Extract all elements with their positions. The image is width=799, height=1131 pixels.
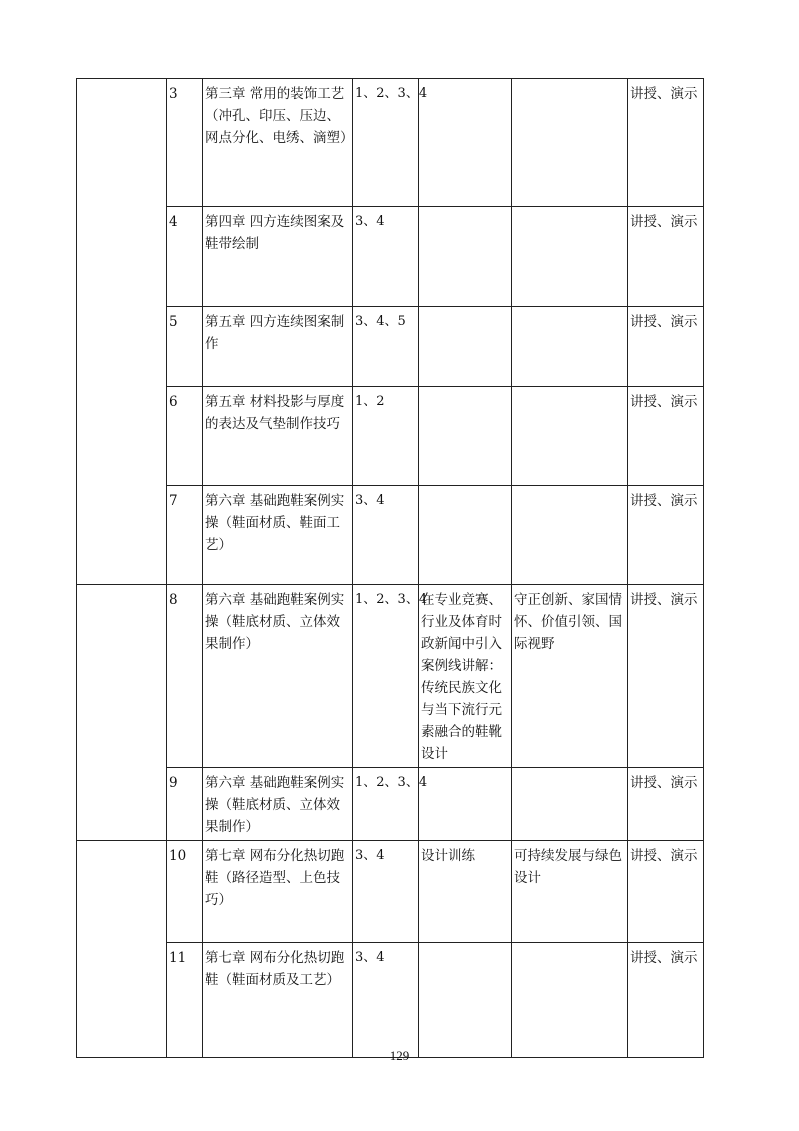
- goal-cell: 1、2、3、4: [353, 79, 419, 207]
- section-cell: [77, 79, 167, 585]
- row-number: 5: [167, 307, 203, 387]
- topic-cell: 第七章 网布分化热切跑鞋（路径造型、上色技巧）: [203, 841, 353, 943]
- row-number: 4: [167, 207, 203, 307]
- ideology-cell: [419, 79, 512, 207]
- goal-cell: 3、4: [353, 207, 419, 307]
- ideology-cell: 在专业竞赛、行业及体育时政新闻中引入案例线讲解：传统民族文化与当下流行元素融合的鞋靴设计: [419, 585, 512, 768]
- goal-cell: 3、4、5: [353, 307, 419, 387]
- row-number: 8: [167, 585, 203, 768]
- goal-cell: 3、4: [353, 841, 419, 943]
- table-row: [77, 585, 704, 768]
- ideology-cell: [419, 486, 512, 585]
- ideology-cell: [419, 768, 512, 841]
- goal-cell: 3、4: [353, 943, 419, 1058]
- ideology-cell: [419, 943, 512, 1058]
- topic-cell: 第五章 四方连续图案制作: [203, 307, 353, 387]
- table-row: [77, 79, 704, 207]
- table-row: [77, 307, 704, 387]
- section-cell: [77, 585, 167, 841]
- table-row: [77, 943, 704, 1058]
- goal-cell: 1、2、3、4: [353, 585, 419, 768]
- goal-cell: 1、2、3、4: [353, 768, 419, 841]
- goal-cell: 1、2: [353, 387, 419, 486]
- element-cell: [512, 768, 628, 841]
- element-cell: 可持续发展与绿色设计: [512, 841, 628, 943]
- element-cell: [512, 486, 628, 585]
- method-cell: 讲授、演示: [628, 841, 704, 943]
- table-row: [77, 841, 704, 943]
- row-number: 10: [167, 841, 203, 943]
- method-cell: 讲授、演示: [628, 768, 704, 841]
- topic-cell: 第六章 基础跑鞋案例实操（鞋底材质、立体效果制作）: [203, 768, 353, 841]
- section-cell: [77, 841, 167, 1058]
- ideology-cell: [419, 387, 512, 486]
- row-number: 3: [167, 79, 203, 207]
- method-cell: 讲授、演示: [628, 79, 704, 207]
- topic-cell: 第四章 四方连续图案及鞋带绘制: [203, 207, 353, 307]
- element-cell: [512, 307, 628, 387]
- element-cell: [512, 387, 628, 486]
- table-row: [77, 486, 704, 585]
- ideology-cell: 设计训练: [419, 841, 512, 943]
- row-number: 11: [167, 943, 203, 1058]
- element-cell: [512, 79, 628, 207]
- table-row: [77, 387, 704, 486]
- element-cell: [512, 943, 628, 1058]
- page-number: 129: [389, 1048, 410, 1063]
- element-cell: 守正创新、家国情怀、价值引领、国际视野: [512, 585, 628, 768]
- topic-cell: 第七章 网布分化热切跑鞋（鞋面材质及工艺）: [203, 943, 353, 1058]
- topic-cell: 第六章 基础跑鞋案例实操（鞋面材质、鞋面工艺）: [203, 486, 353, 585]
- course-schedule-table: [76, 78, 704, 1058]
- table-row: [77, 207, 704, 307]
- ideology-cell: [419, 307, 512, 387]
- method-cell: 讲授、演示: [628, 387, 704, 486]
- topic-cell: 第六章 基础跑鞋案例实操（鞋底材质、立体效果制作）: [203, 585, 353, 768]
- method-cell: 讲授、演示: [628, 943, 704, 1058]
- goal-cell: 3、4: [353, 486, 419, 585]
- row-number: 9: [167, 768, 203, 841]
- topic-cell: 第三章 常用的装饰工艺（冲孔、印压、压边、网点分化、电绣、滴塑）: [203, 79, 353, 207]
- row-number: 6: [167, 387, 203, 486]
- method-cell: 讲授、演示: [628, 585, 704, 768]
- method-cell: 讲授、演示: [628, 207, 704, 307]
- table-row: [77, 768, 704, 841]
- method-cell: 讲授、演示: [628, 486, 704, 585]
- topic-cell: 第五章 材料投影与厚度的表达及气垫制作技巧: [203, 387, 353, 486]
- method-cell: 讲授、演示: [628, 307, 704, 387]
- ideology-cell: [419, 207, 512, 307]
- element-cell: [512, 207, 628, 307]
- row-number: 7: [167, 486, 203, 585]
